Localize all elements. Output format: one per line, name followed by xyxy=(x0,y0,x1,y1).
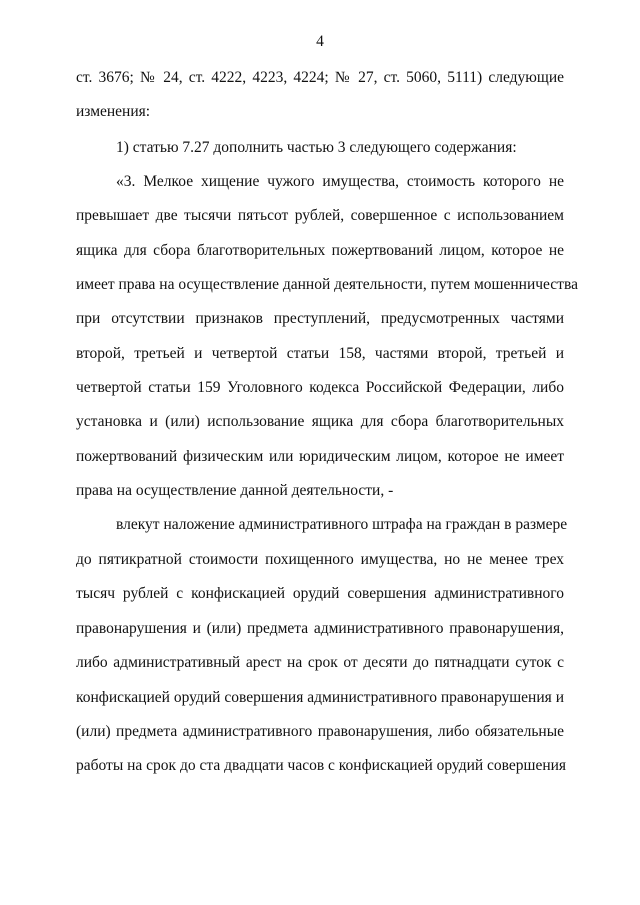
text-line: «3. Мелкое хищение чужого имущества, стоимость которого не xyxy=(116,173,564,190)
text-line: ящика для сбора благотворительных пожертвований лицом, которое не xyxy=(76,242,564,259)
text-line: конфискацией орудий совершения административного правонарушения и xyxy=(76,689,564,706)
text-line: пожертвований физическим или юридическим лицом, которое не имеет xyxy=(76,448,564,465)
text-line: установка и (или) использование ящика для сбора благотворительных xyxy=(76,413,564,430)
text-line: при отсутствии признаков преступлений, предусмотренных частями xyxy=(76,310,564,327)
text-line: четвертой статьи 159 Уголовного кодекса Российской Федерации, либо xyxy=(76,379,564,396)
text-line: 1) статью 7.27 дополнить частью 3 следующего содержания: xyxy=(116,139,517,156)
text-line: превышает две тысячи пятьсот рублей, совершенное с использованием xyxy=(76,207,564,224)
text-line: работы на срок до ста двадцати часов с конфискацией орудий совершения xyxy=(76,757,567,774)
text-line: изменения: xyxy=(76,103,151,120)
text-line: влекут наложение административного штрафа на граждан в размере xyxy=(116,516,568,533)
text-line: второй, третьей и четвертой статьи 158, частями второй, третьей и xyxy=(76,345,564,362)
text-line: до пятикратной стоимости похищенного имущества, но не менее трех xyxy=(76,551,564,568)
text-line: ст. 3676; № 24, ст. 4222, 4223, 4224; № 27, ст. 5060, 5111) следующие xyxy=(76,69,564,86)
text-line: права на осуществление данной деятельности, - xyxy=(76,482,394,499)
text-line: (или) предмета административного правонарушения, либо обязательные xyxy=(76,723,564,740)
text-line: тысяч рублей с конфискацией орудий совершения административного xyxy=(76,585,564,602)
page-number: 4 xyxy=(316,33,324,50)
text-line: имеет права на осуществление данной деятельности, путем мошенничества xyxy=(76,276,578,293)
text-line: либо административный арест на срок от десяти до пятнадцати суток с xyxy=(76,654,564,671)
text-line: правонарушения и (или) предмета административного правонарушения, xyxy=(76,620,564,637)
